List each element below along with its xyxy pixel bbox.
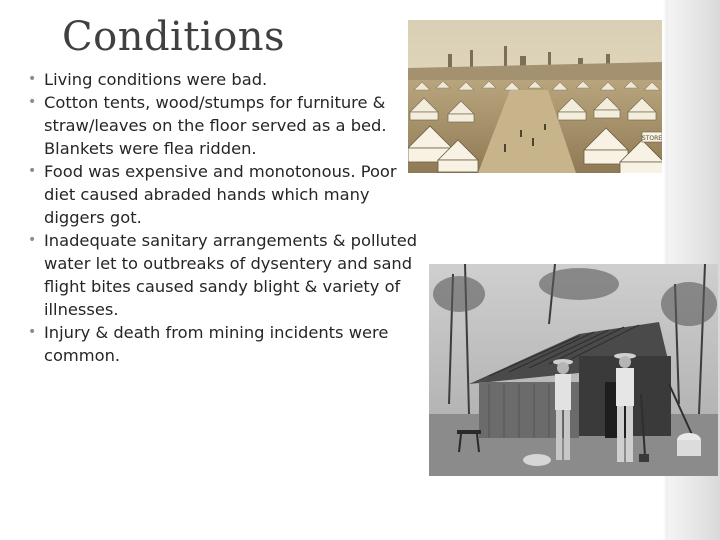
bullet-icon: • xyxy=(28,94,37,110)
bullet-item xyxy=(24,229,430,321)
bullet-text: Inadequate sanitary arrangements & polluted water let to outbreaks of dysentery and sand flight bites caused sandy blight & variety of illnesses. xyxy=(44,231,418,319)
bullet-icon: • xyxy=(28,324,37,340)
bullet-text: Injury & death from mining incidents were common. xyxy=(44,323,389,365)
store-sign: STORE xyxy=(641,135,662,142)
bullet-text: Food was expensive and monotonous. Poor diet caused abraded hands which many diggers got. xyxy=(44,162,397,227)
bullet-text: Cotton tents, wood/stumps for furniture & straw/leaves on the floor served as a bed. Blankets were flea ridden. xyxy=(44,93,387,158)
bullet-item xyxy=(24,160,430,229)
bullet-item xyxy=(24,68,430,91)
bullet-text: Living conditions were bad. xyxy=(44,70,268,89)
tent-camp-image xyxy=(408,20,662,173)
slide-title: Conditions xyxy=(62,14,286,60)
bullet-item xyxy=(24,91,430,160)
bullet-icon: • xyxy=(28,71,37,87)
bullet-icon: • xyxy=(28,232,37,248)
bullet-icon: • xyxy=(28,163,37,179)
bullet-item xyxy=(24,321,430,367)
miners-hut-image xyxy=(429,264,718,476)
bullet-list xyxy=(24,68,430,367)
miners-hut-illustration xyxy=(429,264,718,476)
tent-camp-illustration xyxy=(408,20,662,173)
